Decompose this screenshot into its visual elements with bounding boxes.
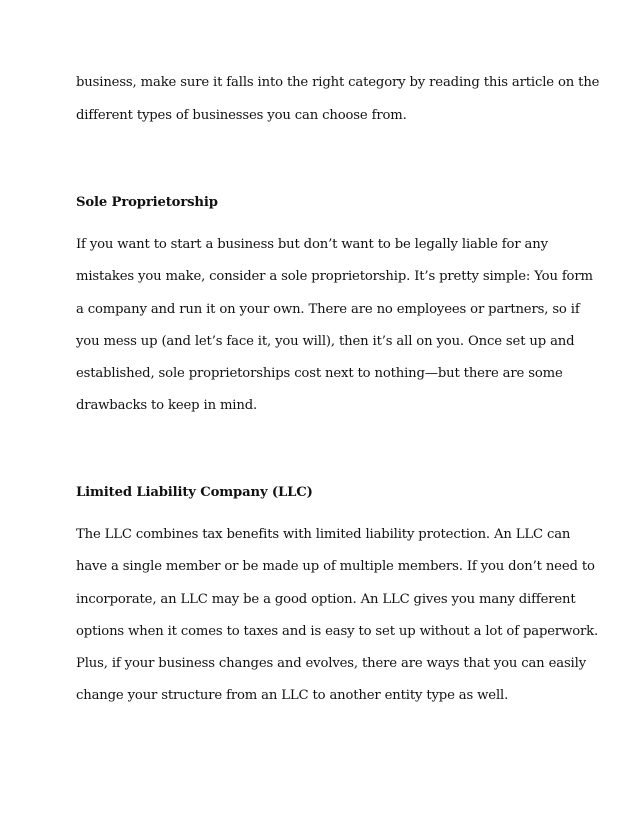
paragraph-line: The LLC combines tax benefits with limited liability protection. An LLC can bbox=[76, 527, 571, 542]
paragraph-line: Plus, if your business changes and evolves, there are ways that you can easily bbox=[76, 656, 586, 671]
paragraph-line: incorporate, an LLC may be a good option. An LLC gives you many different bbox=[76, 592, 576, 607]
section-heading-sole-proprietorship: Sole Proprietorship bbox=[76, 195, 218, 210]
paragraph-line: change your structure from an LLC to another entity type as well. bbox=[76, 688, 509, 703]
intro-line: business, make sure it falls into the right category by reading this article on the bbox=[76, 75, 600, 90]
section-heading-llc: Limited Liability Company (LLC) bbox=[76, 485, 313, 500]
paragraph-line: If you want to start a business but don’t want to be legally liable for any bbox=[76, 237, 548, 252]
paragraph-line: you mess up (and let’s face it, you will), then it’s all on you. Once set up and bbox=[76, 334, 575, 349]
intro-line: different types of businesses you can choose from. bbox=[76, 108, 407, 123]
paragraph-line: have a single member or be made up of multiple members. If you don’t need to bbox=[76, 559, 595, 574]
paragraph-line: options when it comes to taxes and is easy to set up without a lot of paperwork. bbox=[76, 624, 599, 639]
paragraph-line: mistakes you make, consider a sole proprietorship. It’s pretty simple: You form bbox=[76, 269, 593, 284]
paragraph-line: established, sole proprietorships cost next to nothing—but there are some bbox=[76, 366, 563, 381]
paragraph-line: drawbacks to keep in mind. bbox=[76, 398, 258, 413]
paragraph-line: a company and run it on your own. There are no employees or partners, so if bbox=[76, 302, 580, 317]
